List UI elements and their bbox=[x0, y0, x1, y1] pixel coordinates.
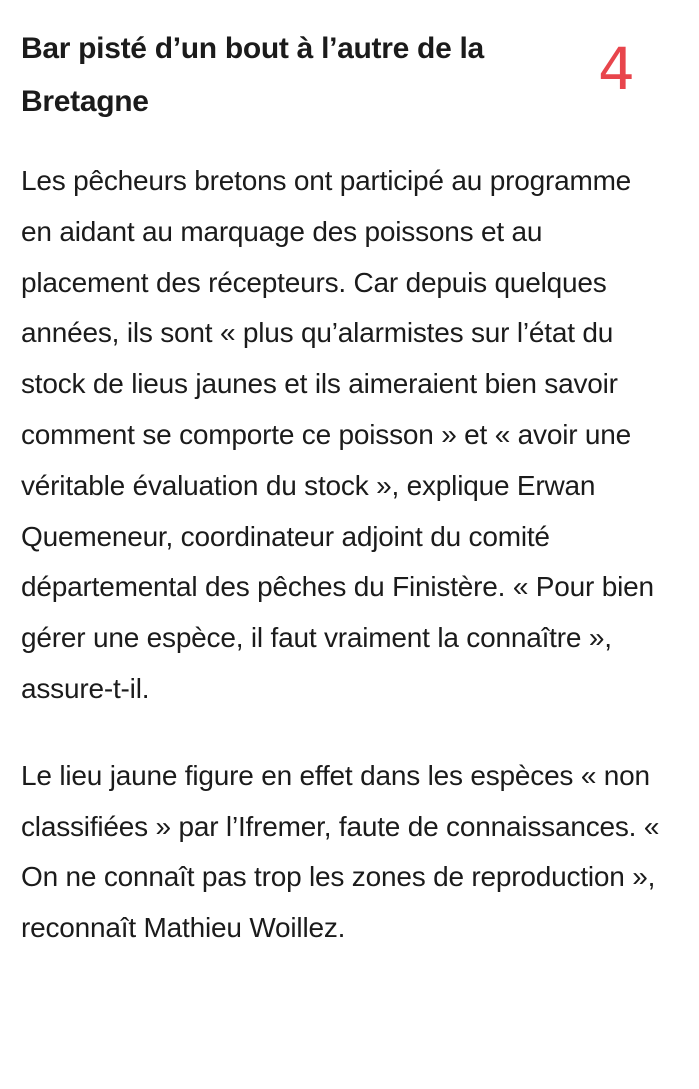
article-paragraph: Le lieu jaune figure en effet dans les espèces « non classifiées » par l’Ifremer, faute de connaissances. « On ne connaît pas trop les zones de reproduction », reconnaît Mathieu Woillez. bbox=[21, 759, 660, 944]
page-number-annotation: 4 bbox=[598, 35, 635, 103]
article bbox=[21, 22, 661, 954]
article-heading: Bar pisté d’un bout à l’autre de la Bretagne bbox=[21, 32, 484, 118]
article-paragraph: Les pêcheurs bretons ont participé au programme en aidant au marquage des poissons et au placement des récepteurs. Car depuis quelques années, ils sont « plus qu’alarmistes sur l’état du stock de lieus jaunes et ils aimeraient bien savoir comment se comporte ce poisson » et « avoir une véritable évaluation du stock », explique Erwan Quemeneur, coordinateur adjoint du comité départemental des pêches du Finistère. « Pour bien gérer une espèce, il faut vraiment la connaître », assure-t-il. bbox=[21, 165, 654, 704]
